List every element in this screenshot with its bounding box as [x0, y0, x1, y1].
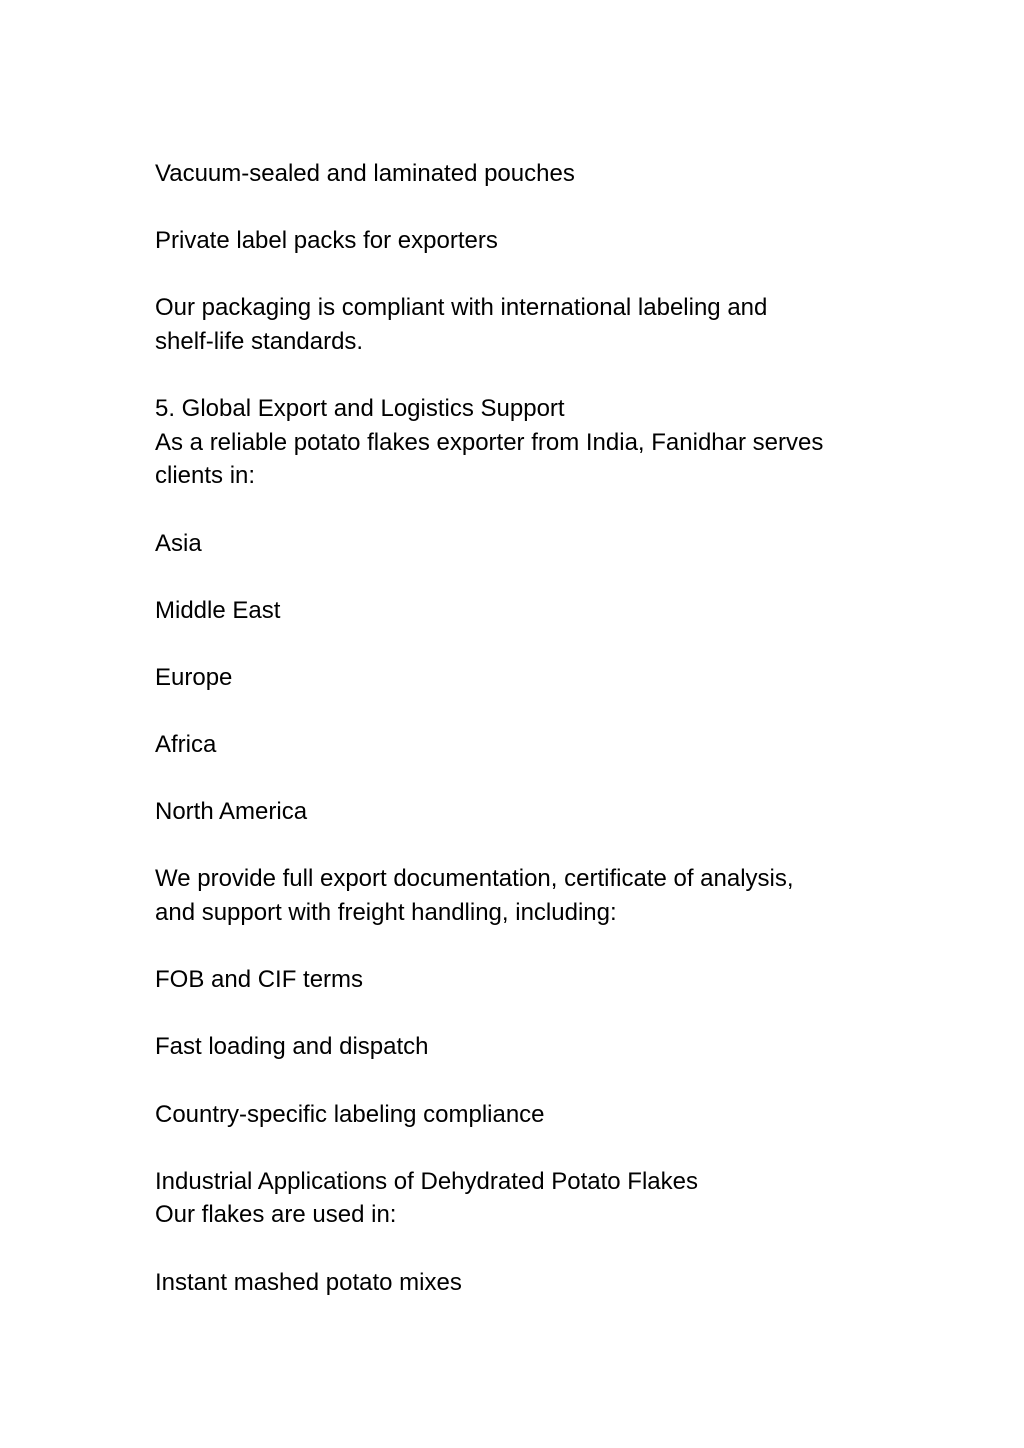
text-line: Europe [155, 663, 233, 691]
text-line: FOB and CIF terms [155, 966, 364, 994]
section-heading: 5. Global Export and Logistics Support [155, 395, 565, 423]
list-item-region [155, 527, 875, 561]
list-item-region [155, 795, 875, 829]
text-line: Fast loading and dispatch [155, 1033, 429, 1061]
text-line: North America [155, 798, 308, 826]
paragraph-vacuum-sealed [155, 157, 875, 191]
text-line: and support with freight handling, including: [155, 899, 617, 927]
list-item-freight [155, 963, 875, 997]
paragraph-private-label [155, 224, 875, 258]
list-item-freight [155, 1098, 875, 1132]
list-item-region [155, 661, 875, 695]
text-line: Middle East [155, 596, 281, 624]
text-line: Vacuum-sealed and laminated pouches [155, 160, 575, 187]
list-item-region [155, 594, 875, 628]
text-line: clients in: [155, 462, 256, 490]
document-page [155, 157, 875, 1333]
text-line: We provide full export documentation, certificate of analysis, [155, 865, 794, 893]
text-line: Instant mashed potato mixes [155, 1268, 462, 1296]
text-line: Asia [155, 529, 202, 557]
text-line: shelf-life standards. [155, 327, 364, 355]
list-item-region [155, 728, 875, 762]
text-line: Our flakes are used in: [155, 1201, 397, 1229]
paragraph-packaging-compliance [155, 291, 875, 358]
text-line: Africa [155, 731, 217, 759]
text-line: Country-specific labeling compliance [155, 1100, 545, 1128]
text-line: As a reliable potato flakes exporter from India, Fanidhar serves [155, 428, 824, 456]
section-heading: Industrial Applications of Dehydrated Potato Flakes [155, 1167, 698, 1195]
list-item-application [155, 1266, 875, 1300]
paragraph-export-documentation [155, 862, 875, 929]
section-global-export [155, 392, 875, 493]
list-item-freight [155, 1030, 875, 1064]
text-line: Our packaging is compliant with international labeling and [155, 294, 768, 322]
text-line: Private label packs for exporters [155, 227, 498, 255]
section-industrial-applications [155, 1165, 875, 1232]
